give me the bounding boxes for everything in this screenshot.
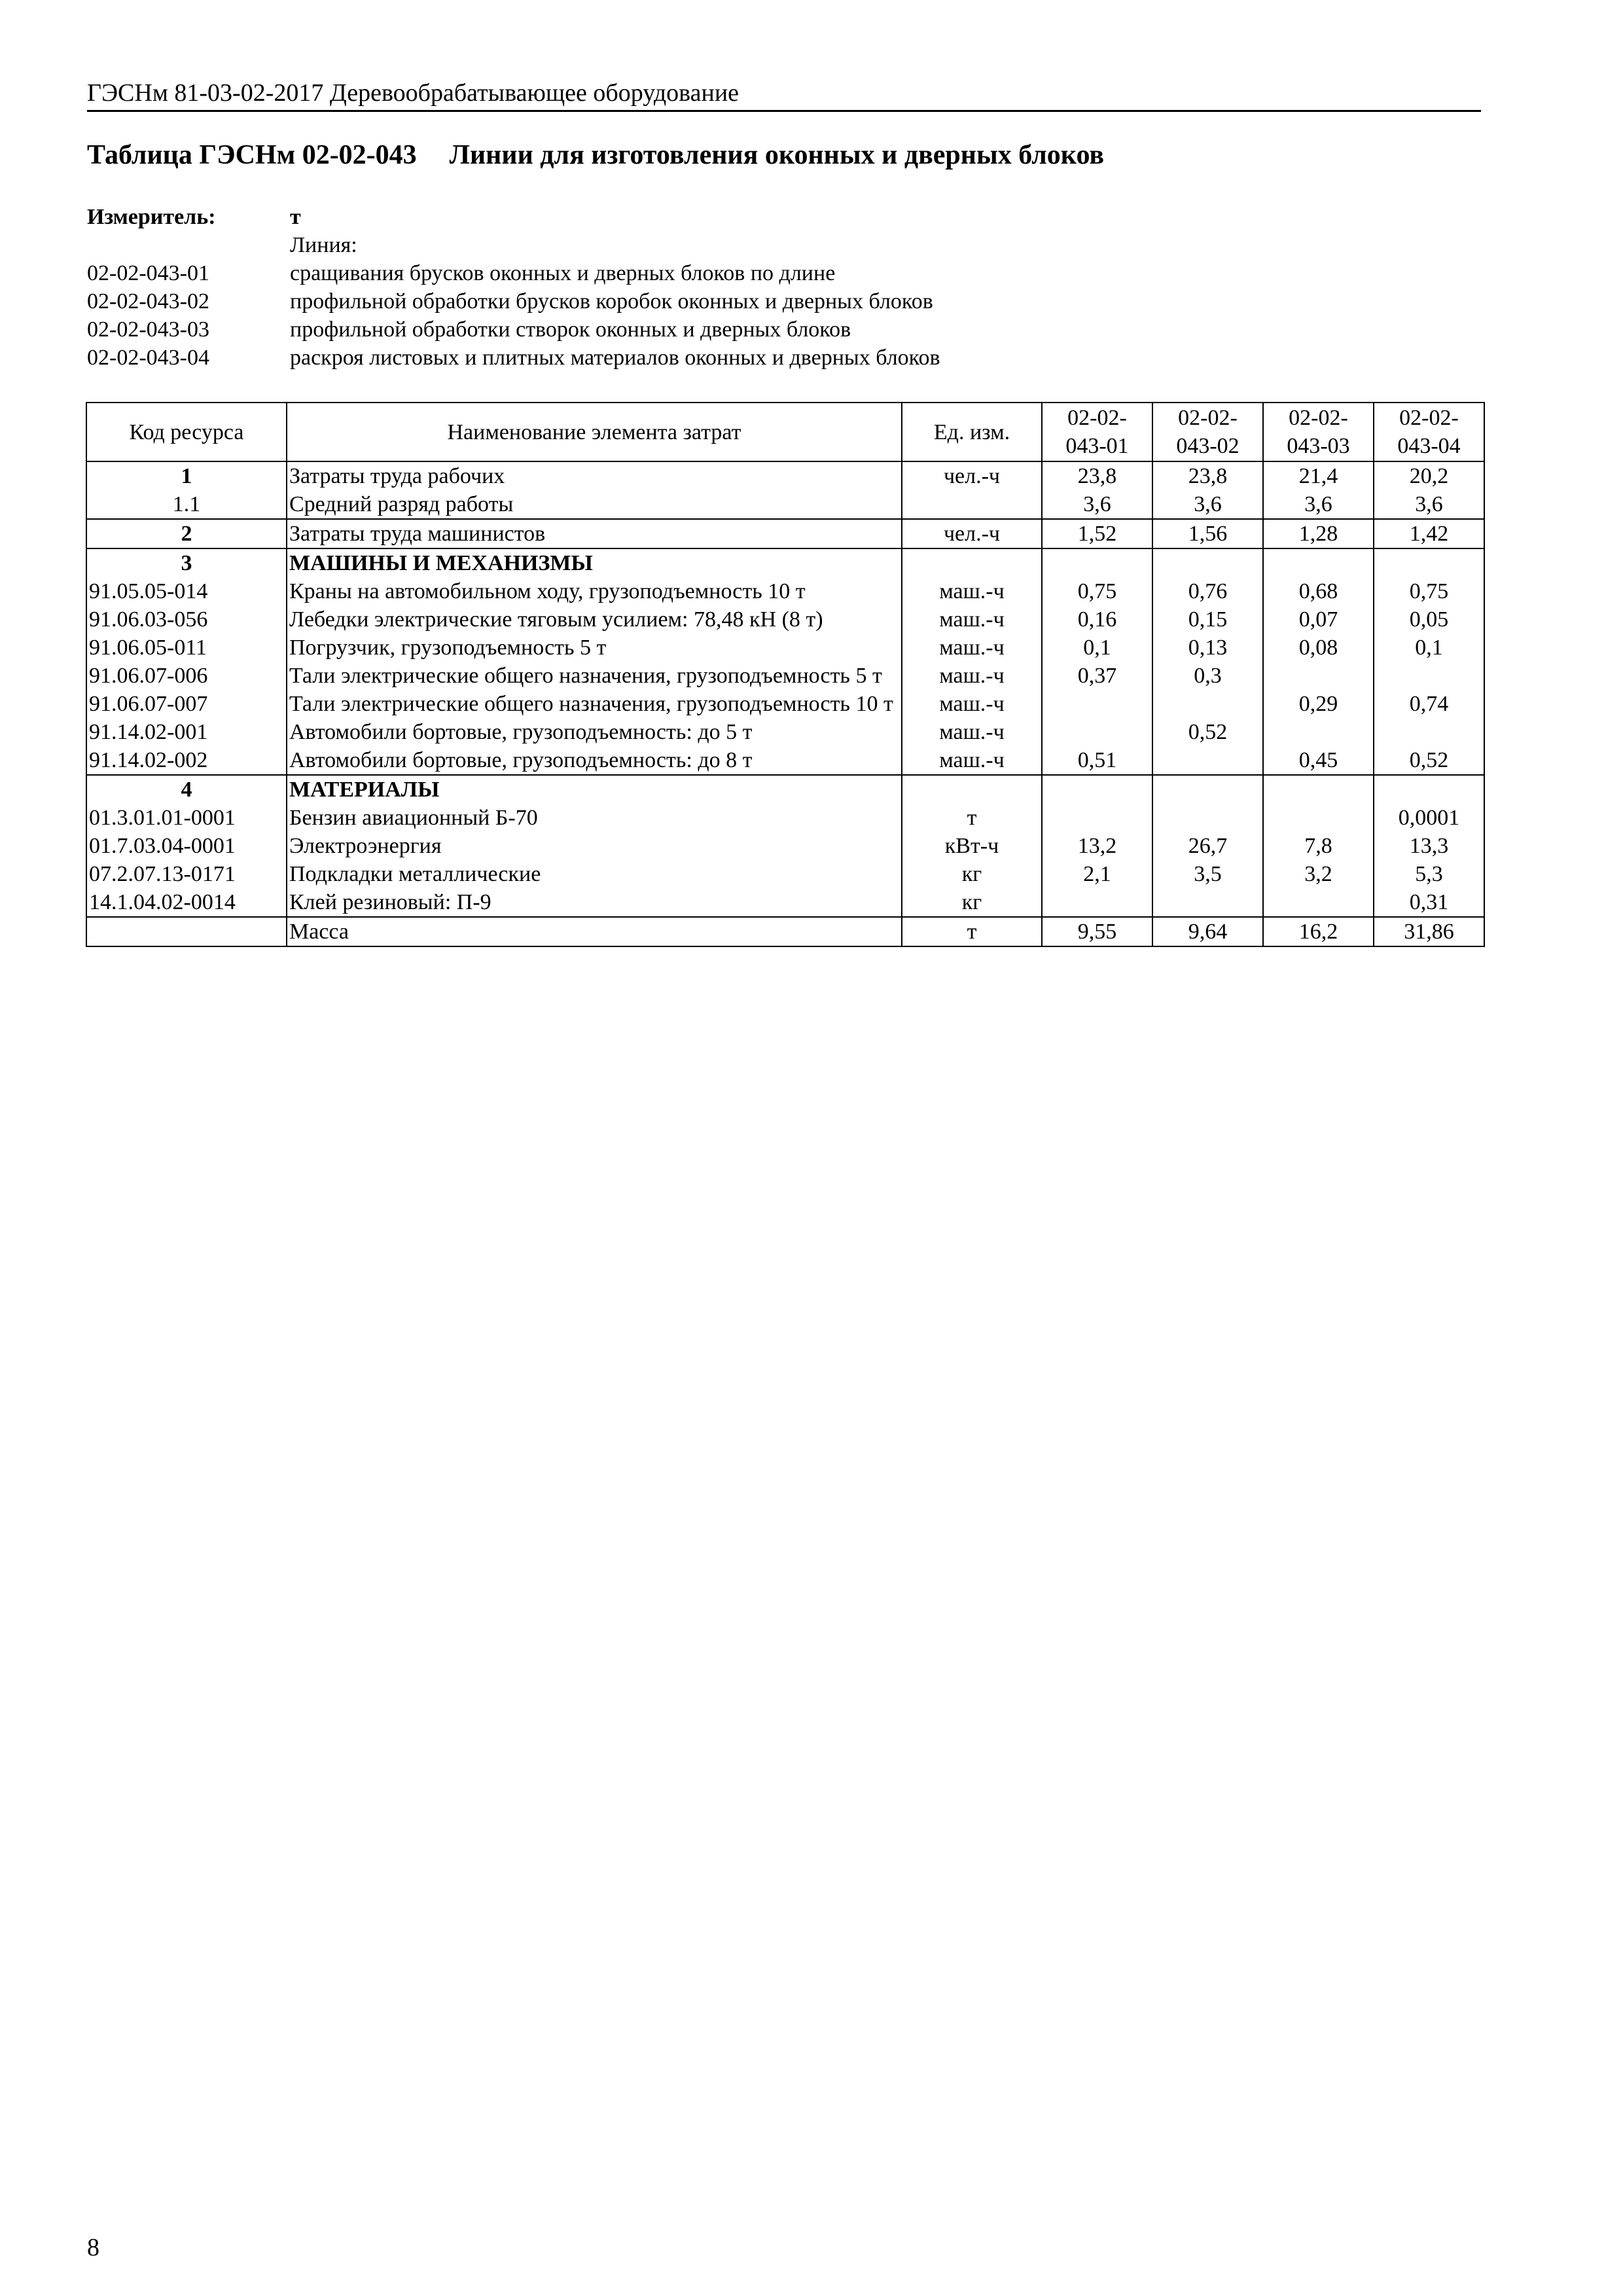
resource-value: 1,56 [1152,519,1263,548]
resource-name: Масса [287,917,902,946]
resource-value: 3,6 [1374,490,1484,519]
resource-name: Электроэнергия [287,832,902,860]
resource-value: 31,86 [1374,917,1484,946]
resource-value: 0,13 [1152,634,1263,662]
resource-name: Бензин авиационный Б-70 [287,804,902,832]
resource-name: Погрузчик, грузоподъемность 5 т [287,634,902,662]
resource-unit: кг [902,888,1042,917]
table-row [86,461,1484,490]
resource-value: 26,7 [1152,832,1263,860]
resource-unit: маш.-ч [902,690,1042,718]
resource-unit: т [902,804,1042,832]
resource-value: 16,2 [1263,917,1374,946]
resource-name: Автомобили бортовые, грузоподъемность: до 8 т [287,746,902,775]
resource-value [1263,888,1374,917]
resource-value [1152,746,1263,775]
resource-value: 13,2 [1042,832,1152,860]
table-title-name: Линии для изготовления оконных и дверных блоков [449,140,1105,170]
header-col-3: 02-02- 043-03 [1263,403,1374,461]
resource-value [1042,888,1152,917]
resource-name: Тали электрические общего назначения, грузоподъемность 10 т [287,690,902,718]
table-row [86,662,1484,690]
resource-value: 3,6 [1152,490,1263,519]
resource-value [1263,718,1374,746]
resource-name: Затраты труда рабочих [287,461,902,490]
meter-item-code: 02-02-043-02 [87,289,209,314]
resource-value: 0,3 [1152,662,1263,690]
header-col-1: 02-02- 043-01 [1042,403,1152,461]
resource-value [1042,718,1152,746]
resource-name: Подкладки металлические [287,860,902,888]
resource-value: 2,1 [1042,860,1152,888]
resource-value: 13,3 [1374,832,1484,860]
resource-unit: т [902,917,1042,946]
resource-unit: кВт-ч [902,832,1042,860]
resource-code: 01.3.01.01-0001 [86,804,287,832]
resource-code: 1 [86,461,287,490]
table-row [86,746,1484,775]
resource-unit: маш.-ч [902,662,1042,690]
table-row [86,490,1484,519]
resource-name: Затраты труда машинистов [287,519,902,548]
table-row [86,577,1484,605]
resource-value: 0,37 [1042,662,1152,690]
resource-value: 1,52 [1042,519,1152,548]
resource-unit: чел.-ч [902,519,1042,548]
resource-value: 1,28 [1263,519,1374,548]
resource-value: 0,1 [1374,634,1484,662]
table-title-code: Таблица ГЭСНм 02-02-043 [87,140,417,170]
resource-code: 01.7.03.04-0001 [86,832,287,860]
resource-value: 5,3 [1374,860,1484,888]
header-col-2: 02-02- 043-02 [1152,403,1263,461]
resource-value: 3,5 [1152,860,1263,888]
meter-row [87,203,940,231]
table-row [86,860,1484,888]
resource-unit: чел.-ч [902,461,1042,490]
table-header-row [86,403,1484,461]
table-row [86,718,1484,746]
resource-value [1263,548,1374,577]
resource-code: 91.05.05-014 [86,577,287,605]
resource-value [1152,690,1263,718]
resource-value: 0,75 [1042,577,1152,605]
resource-code: 4 [86,775,287,804]
meter-subtitle-row [87,231,940,259]
meter-item-text: сращивания брусков оконных и дверных блоков по длине [290,261,836,285]
resource-name: МАТЕРИАЛЫ [287,775,902,804]
resource-unit: кг [902,860,1042,888]
resource-name: Клей резиновый: П-9 [287,888,902,917]
resource-value: 0,75 [1374,577,1484,605]
resource-value: 3,2 [1263,860,1374,888]
resource-value [1152,548,1263,577]
resource-value [1152,775,1263,804]
resource-unit: маш.-ч [902,718,1042,746]
resource-value [1263,804,1374,832]
resource-value: 0,1 [1042,634,1152,662]
resource-value [1263,775,1374,804]
resource-code: 91.14.02-001 [86,718,287,746]
resource-value: 23,8 [1152,461,1263,490]
resource-value: 1,42 [1374,519,1484,548]
resource-name: Автомобили бортовые, грузоподъемность: до 5 т [287,718,902,746]
resource-code: 91.06.07-007 [86,690,287,718]
header-code: Код ресурса [86,403,287,461]
meter-item [87,259,940,287]
resource-value [1042,804,1152,832]
running-header: ГЭСНм 81-03-02-2017 Деревообрабатывающее оборудование [87,77,1481,112]
table-row [86,832,1484,860]
resource-name: Лебедки электрические тяговым усилием: 78,48 кН (8 т) [287,605,902,634]
meter-item [87,315,940,344]
table-row [86,634,1484,662]
resource-unit: маш.-ч [902,746,1042,775]
resource-unit [902,490,1042,519]
table-row [86,888,1484,917]
resource-code: 1.1 [86,490,287,519]
resource-unit [902,548,1042,577]
table-row [86,775,1484,804]
resource-value [1374,775,1484,804]
resource-value: 0,0001 [1374,804,1484,832]
resource-code: 91.06.05-011 [86,634,287,662]
resource-unit: маш.-ч [902,577,1042,605]
resource-code: 91.06.07-006 [86,662,287,690]
resource-value: 0,07 [1263,605,1374,634]
table-row [86,917,1484,946]
page-number: 8 [87,2234,99,2261]
resource-value [1374,548,1484,577]
header-col-4: 02-02- 043-04 [1374,403,1484,461]
resource-name: Средний разряд работы [287,490,902,519]
resource-value [1152,804,1263,832]
resource-value: 23,8 [1042,461,1152,490]
resource-value [1042,690,1152,718]
table-row [86,548,1484,577]
table-title [87,139,1104,171]
resource-unit [902,775,1042,804]
resource-value [1042,548,1152,577]
meter-item-code: 02-02-043-04 [87,346,209,370]
header-name: Наименование элемента затрат [287,403,902,461]
resource-unit: маш.-ч [902,605,1042,634]
resource-value: 20,2 [1374,461,1484,490]
resource-value: 3,6 [1042,490,1152,519]
resource-code: 2 [86,519,287,548]
resource-unit: маш.-ч [902,634,1042,662]
resource-code [86,917,287,946]
meter-item [87,344,940,372]
resource-code: 3 [86,548,287,577]
resource-value: 3,6 [1263,490,1374,519]
resource-name: Тали электрические общего назначения, грузоподъемность 5 т [287,662,902,690]
resource-code: 07.2.07.13-0171 [86,860,287,888]
meter-unit: т [290,205,301,229]
resource-value [1374,718,1484,746]
resource-value [1152,888,1263,917]
resource-value: 9,64 [1152,917,1263,946]
resource-value: 0,52 [1152,718,1263,746]
resource-value: 7,8 [1263,832,1374,860]
meter-item-text: профильной обработки створок оконных и дверных блоков [290,317,851,342]
resource-value: 0,08 [1263,634,1374,662]
resource-name: МАШИНЫ И МЕХАНИЗМЫ [287,548,902,577]
table-row [86,519,1484,548]
resource-value: 0,45 [1263,746,1374,775]
table-row [86,690,1484,718]
resource-value: 0,16 [1042,605,1152,634]
resource-value: 0,74 [1374,690,1484,718]
resource-value: 0,29 [1263,690,1374,718]
header-unit: Ед. изм. [902,403,1042,461]
meter-item [87,287,940,315]
meter-block [87,203,940,372]
resource-value: 0,05 [1374,605,1484,634]
resource-code: 91.14.02-002 [86,746,287,775]
resource-code: 91.06.03-056 [86,605,287,634]
meter-subtitle: Линия: [290,233,357,257]
resource-value [1263,662,1374,690]
table-row [86,605,1484,634]
resource-value: 0,68 [1263,577,1374,605]
meter-label: Измеритель: [87,205,216,229]
resource-value: 9,55 [1042,917,1152,946]
resource-name: Краны на автомобильном ходу, грузоподъемность 10 т [287,577,902,605]
meter-item-text: профильной обработки брусков коробок оконных и дверных блоков [290,289,933,314]
resource-table [86,402,1485,947]
resource-value [1042,775,1152,804]
meter-item-text: раскроя листовых и плитных материалов оконных и дверных блоков [290,346,940,370]
meter-item-code: 02-02-043-03 [87,317,209,342]
resource-value: 0,31 [1374,888,1484,917]
meter-item-code: 02-02-043-01 [87,261,209,285]
table-row [86,804,1484,832]
resource-value: 21,4 [1263,461,1374,490]
resource-value: 0,76 [1152,577,1263,605]
resource-value: 0,15 [1152,605,1263,634]
resource-value [1374,662,1484,690]
resource-value: 0,52 [1374,746,1484,775]
resource-code: 14.1.04.02-0014 [86,888,287,917]
resource-value: 0,51 [1042,746,1152,775]
